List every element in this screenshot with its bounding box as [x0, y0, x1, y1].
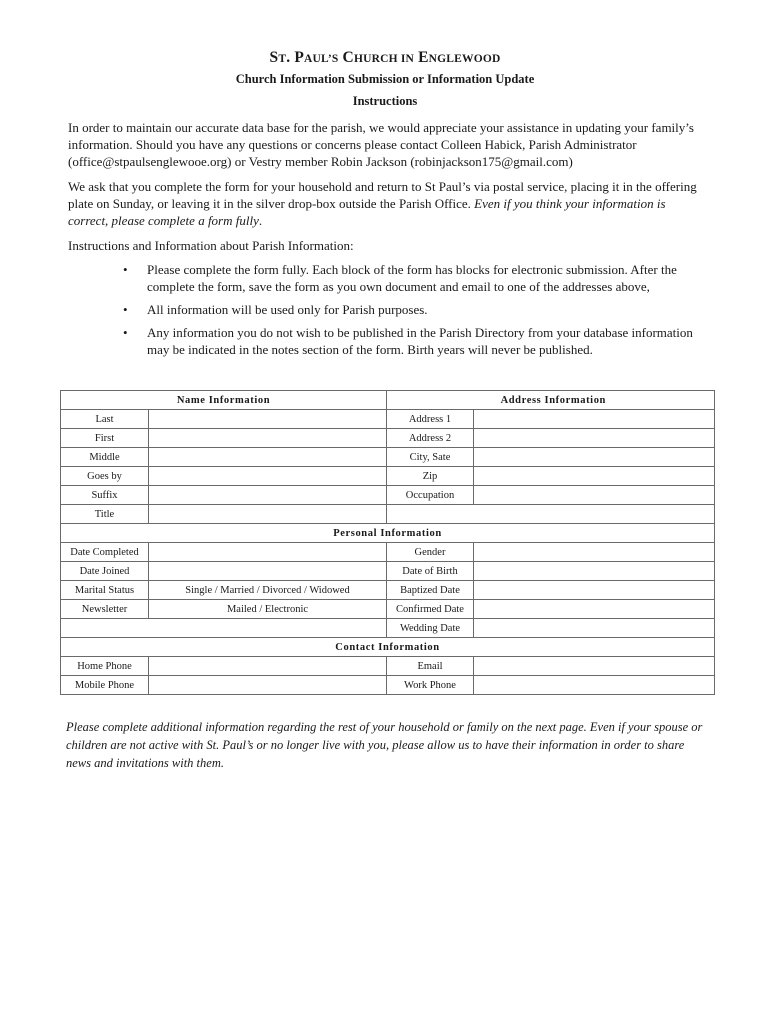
middle-name-field[interactable]: [149, 448, 387, 467]
field-label: Middle: [61, 448, 149, 467]
page-title: ST. PAUL’S CHURCH IN ENGLEWOOD: [269, 49, 501, 66]
table-row: [61, 467, 715, 486]
title-field[interactable]: [149, 505, 387, 524]
field-label: City, Sate: [387, 448, 474, 467]
address-2-field[interactable]: [474, 429, 715, 448]
field-label: Zip: [387, 467, 474, 486]
field-label: Email: [387, 657, 474, 676]
name-information-header: Name Information: [61, 391, 387, 410]
table-row: [61, 619, 715, 638]
field-label: Newsletter: [61, 600, 149, 619]
intro-paragraph: In order to maintain our accurate data base for the parish, we would appreciate your assistance in updating your family’s information. Should you have any questions or concerns please contact Colleen Habick, Parish Administrator (office@stpaulsenglewooe.org) or Vestry member Robin Jackson (robinjackson175@gmail.com): [68, 120, 694, 169]
empty-cell: [61, 619, 387, 638]
table-row: [61, 581, 715, 600]
info-heading: Instructions and Information about Parish Information:: [68, 238, 354, 253]
field-label: Address 2: [387, 429, 474, 448]
field-label: Last: [61, 410, 149, 429]
date-of-birth-field[interactable]: [474, 562, 715, 581]
first-name-field[interactable]: [149, 429, 387, 448]
last-name-field[interactable]: [149, 410, 387, 429]
address-1-field[interactable]: [474, 410, 715, 429]
table-row: [61, 524, 715, 543]
field-label: Marital Status: [61, 581, 149, 600]
occupation-field[interactable]: [474, 486, 715, 505]
field-label: Date of Birth: [387, 562, 474, 581]
page-subtitle: Church Information Submission or Information Update: [235, 72, 535, 86]
zip-field[interactable]: [474, 467, 715, 486]
list-item: • Please complete the form fully. Each block of the form has blocks for electronic submission. After the complete the form, save the form as you own document and email to one of the addresses above,: [123, 262, 677, 294]
wedding-date-field[interactable]: [474, 619, 715, 638]
email-field[interactable]: [474, 657, 715, 676]
field-label: First: [61, 429, 149, 448]
newsletter-field[interactable]: Mailed / Electronic: [149, 600, 387, 619]
instructions-heading: Instructions: [352, 94, 418, 108]
field-label: Suffix: [61, 486, 149, 505]
mobile-phone-field[interactable]: [149, 676, 387, 695]
field-label: Work Phone: [387, 676, 474, 695]
field-label: Address 1: [387, 410, 474, 429]
empty-cell: [387, 505, 715, 524]
table-row: [61, 600, 715, 619]
footer-note: Please complete additional information regarding the rest of your household or family on the next page. Even if your spouse or children are not active with St. Paul’s or no longer live with you, please allow us to have their information in order to share news and invitations with them.: [66, 720, 703, 770]
address-information-header: Address Information: [387, 391, 715, 410]
table-row: [61, 429, 715, 448]
field-label: Gender: [387, 543, 474, 562]
list-item: • Any information you do not wish to be published in the Parish Directory from your database information may be indicated in the notes section of the form. Birth years will never be published.: [123, 325, 693, 357]
date-joined-field[interactable]: [149, 562, 387, 581]
table-row: [61, 410, 715, 429]
list-item: • All information will be used only for Parish purposes.: [123, 302, 428, 317]
table-row: [61, 391, 715, 410]
field-label: Wedding Date: [387, 619, 474, 638]
field-label: Title: [61, 505, 149, 524]
table-row: [61, 638, 715, 657]
table-row: [61, 505, 715, 524]
field-label: Goes by: [61, 467, 149, 486]
emphasis-text: Even if you think your information is correct, please complete a form fully: [68, 196, 666, 228]
gender-field[interactable]: [474, 543, 715, 562]
table-row: [61, 657, 715, 676]
home-phone-field[interactable]: [149, 657, 387, 676]
bullet-icon: •: [123, 302, 128, 317]
table-row: [61, 543, 715, 562]
bullet-icon: •: [123, 262, 128, 277]
submission-paragraph: We ask that you complete the form for your household and return to St Paul’s via postal service, placing it in the offering plate on Sunday, or leaving it in the silver drop-box outside the Parish Office. Even if you think your information is correct, please complete a form fully.: [68, 179, 697, 228]
table-row: [61, 486, 715, 505]
confirmed-date-field[interactable]: [474, 600, 715, 619]
instruction-list: [68, 261, 708, 364]
suffix-field[interactable]: [149, 486, 387, 505]
field-label: Baptized Date: [387, 581, 474, 600]
city-state-field[interactable]: [474, 448, 715, 467]
table-row: [61, 676, 715, 695]
date-completed-field[interactable]: [149, 543, 387, 562]
baptized-date-field[interactable]: [474, 581, 715, 600]
bullet-icon: •: [123, 325, 128, 340]
field-label: Confirmed Date: [387, 600, 474, 619]
field-label: Occupation: [387, 486, 474, 505]
table-row: [61, 562, 715, 581]
table-row: [61, 448, 715, 467]
field-label: Date Completed: [61, 543, 149, 562]
marital-status-field[interactable]: Single / Married / Divorced / Widowed: [149, 581, 387, 600]
field-label: Home Phone: [61, 657, 149, 676]
goes-by-field[interactable]: [149, 467, 387, 486]
church-information-form: [60, 390, 715, 695]
contact-information-header: Contact Information: [61, 638, 715, 657]
field-label: Mobile Phone: [61, 676, 149, 695]
field-label: Date Joined: [61, 562, 149, 581]
work-phone-field[interactable]: [474, 676, 715, 695]
personal-information-header: Personal Information: [61, 524, 715, 543]
